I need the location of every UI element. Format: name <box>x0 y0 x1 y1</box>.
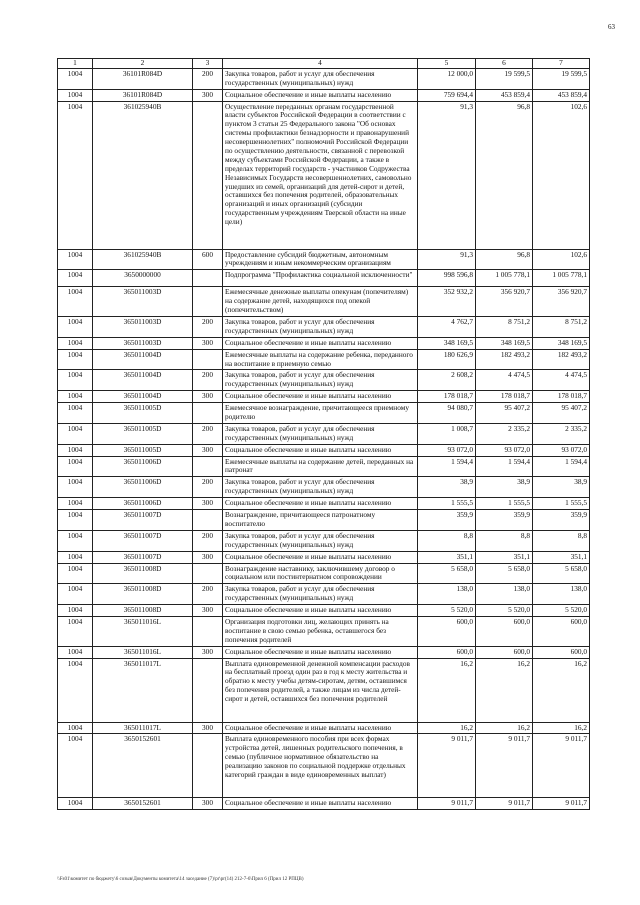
amount-cell-5: 1 555,5 <box>418 498 476 510</box>
target-code-cell: 365011006D <box>93 477 193 498</box>
amount-cell-6: 5 658,0 <box>476 563 533 584</box>
expense-type-cell: 300 <box>193 722 223 734</box>
table-row <box>58 101 590 249</box>
header-cell: 2 <box>93 59 193 69</box>
target-code-cell: 36101R084D <box>93 68 193 89</box>
amount-cell-5: 1 594,4 <box>418 456 476 477</box>
amount-cell-5: 5 658,0 <box>418 563 476 584</box>
amount-cell-7: 5 520,0 <box>533 605 590 617</box>
amount-cell-7: 4 474,5 <box>533 370 590 391</box>
section-cell: 1004 <box>58 68 93 89</box>
expense-type-cell <box>193 563 223 584</box>
table-row <box>58 370 590 391</box>
amount-cell-7: 1 005 778,1 <box>533 270 590 287</box>
amount-cell-7: 9 011,7 <box>533 734 590 798</box>
amount-cell-7: 348 169,5 <box>533 337 590 349</box>
amount-cell-5: 600,0 <box>418 616 476 646</box>
amount-cell-7: 600,0 <box>533 646 590 658</box>
section-cell: 1004 <box>58 477 93 498</box>
expense-type-cell: 300 <box>193 444 223 456</box>
description-cell: Закупка товаров, работ и услуг для обеспечения государственных (муниципальных) нужд <box>223 423 418 444</box>
description-cell: Выплата единовременного пособия при всех формах устройства детей, лишенных родительского попечения, в семью (публичное нормативное обязательство на реализацию законов по социальной поддержке отдельных категорий граждан в виде единовременных выплат) <box>223 734 418 798</box>
amount-cell-6: 178 018,7 <box>476 391 533 403</box>
expense-type-cell: 300 <box>193 646 223 658</box>
amount-cell-7: 359,9 <box>533 510 590 531</box>
description-cell: Осуществление переданных органам государственной власти субъектов Российской Федерации в соответствии с пунктом 3 статьи 25 Федерального закона "Об основах системы профилактики безнадзорности и правонарушений несовершеннолетних" полномочий Российской Федерации по осуществлению деятельности, связанной с перевозкой между субъектами Российской Федерации, а также в пределах территорий государств - участников Содружества Независимых Государств несовершеннолетних, самовольно ушедших из семей, организаций для детей-сирот и детей, оставшихся без попечения родителей, образовательных организаций и иных организаций (субсидии государственным учреждениям Тверской области на иные цели) <box>223 101 418 249</box>
expense-type-cell <box>193 349 223 370</box>
table-row <box>58 563 590 584</box>
amount-cell-6: 96,8 <box>476 101 533 249</box>
target-code-cell: 365011008D <box>93 605 193 617</box>
section-cell: 1004 <box>58 605 93 617</box>
section-cell: 1004 <box>58 584 93 605</box>
section-cell: 1004 <box>58 370 93 391</box>
description-cell: Социальное обеспечение и иные выплаты населению <box>223 605 418 617</box>
header-cell: 6 <box>476 59 533 69</box>
table-row <box>58 584 590 605</box>
amount-cell-5: 8,8 <box>418 530 476 551</box>
expense-type-cell <box>193 403 223 424</box>
description-cell: Ежемесячные выплаты на содержание детей, переданных на патронат <box>223 456 418 477</box>
table-row <box>58 530 590 551</box>
description-cell: Социальное обеспечение и иные выплаты населению <box>223 551 418 563</box>
description-cell: Организация подготовки лиц, желающих принять на воспитание в свою семью ребенка, оставшегося без попечения родителей <box>223 616 418 646</box>
table-row <box>58 510 590 531</box>
header-cell: 7 <box>533 59 590 69</box>
expense-type-cell: 300 <box>193 391 223 403</box>
description-cell: Социальное обеспечение и иные выплаты населению <box>223 337 418 349</box>
section-cell: 1004 <box>58 722 93 734</box>
amount-cell-6: 95 407,2 <box>476 403 533 424</box>
section-cell: 1004 <box>58 249 93 270</box>
amount-cell-7: 351,1 <box>533 551 590 563</box>
amount-cell-7: 102,6 <box>533 249 590 270</box>
section-cell: 1004 <box>58 510 93 531</box>
amount-cell-5: 94 080,7 <box>418 403 476 424</box>
expense-type-cell <box>193 658 223 722</box>
amount-cell-6: 96,8 <box>476 249 533 270</box>
amount-cell-7: 8 751,2 <box>533 317 590 338</box>
target-code-cell: 3650152601 <box>93 734 193 798</box>
amount-cell-5: 352 932,2 <box>418 287 476 317</box>
table-row <box>58 391 590 403</box>
section-cell: 1004 <box>58 101 93 249</box>
target-code-cell: 365011016L <box>93 646 193 658</box>
amount-cell-6: 348 169,5 <box>476 337 533 349</box>
table-row <box>58 551 590 563</box>
amount-cell-7: 16,2 <box>533 658 590 722</box>
amount-cell-6: 93 072,0 <box>476 444 533 456</box>
description-cell: Ежемесячные денежные выплаты опекунам (попечителям) на содержание детей, находящихся под опекой (попечительством) <box>223 287 418 317</box>
amount-cell-7: 182 493,2 <box>533 349 590 370</box>
description-cell: Подпрограмма "Профилактика социальной исключенности" <box>223 270 418 287</box>
target-code-cell: 365011017L <box>93 658 193 722</box>
table-row <box>58 498 590 510</box>
amount-cell-5: 138,0 <box>418 584 476 605</box>
amount-cell-5: 91,3 <box>418 101 476 249</box>
amount-cell-5: 359,9 <box>418 510 476 531</box>
section-cell: 1004 <box>58 456 93 477</box>
section-cell: 1004 <box>58 658 93 722</box>
expense-type-cell: 300 <box>193 605 223 617</box>
amount-cell-7: 1 555,5 <box>533 498 590 510</box>
section-cell: 1004 <box>58 349 93 370</box>
amount-cell-6: 16,2 <box>476 658 533 722</box>
target-code-cell: 365011005D <box>93 444 193 456</box>
description-cell: Вознаграждение, причитающееся патронатному воспитателю <box>223 510 418 531</box>
amount-cell-6: 600,0 <box>476 646 533 658</box>
table-row <box>58 287 590 317</box>
amount-cell-5: 16,2 <box>418 722 476 734</box>
table-row <box>58 646 590 658</box>
table-row <box>58 403 590 424</box>
expense-type-cell: 300 <box>193 551 223 563</box>
expense-type-cell: 300 <box>193 798 223 810</box>
amount-cell-6: 8,8 <box>476 530 533 551</box>
target-code-cell: 361025940В <box>93 249 193 270</box>
target-code-cell: 365011004D <box>93 349 193 370</box>
table-row <box>58 68 590 89</box>
target-code-cell: 365011006D <box>93 456 193 477</box>
expense-type-cell: 200 <box>193 530 223 551</box>
amount-cell-5: 4 762,7 <box>418 317 476 338</box>
amount-cell-6: 19 599,5 <box>476 68 533 89</box>
description-cell: Социальное обеспечение и иные выплаты населению <box>223 798 418 810</box>
section-cell: 1004 <box>58 551 93 563</box>
description-cell: Социальное обеспечение и иные выплаты населению <box>223 722 418 734</box>
amount-cell-6: 8 751,2 <box>476 317 533 338</box>
expense-type-cell: 200 <box>193 370 223 391</box>
section-cell: 1004 <box>58 270 93 287</box>
amount-cell-5: 351,1 <box>418 551 476 563</box>
target-code-cell: 365011007D <box>93 510 193 531</box>
description-cell: Социальное обеспечение и иные выплаты населению <box>223 89 418 101</box>
amount-cell-5: 91,3 <box>418 249 476 270</box>
amount-cell-6: 1 594,4 <box>476 456 533 477</box>
description-cell: Закупка товаров, работ и услуг для обеспечения государственных (муниципальных) нужд <box>223 68 418 89</box>
table-row <box>58 658 590 722</box>
amount-cell-6: 38,9 <box>476 477 533 498</box>
description-cell: Закупка товаров, работ и услуг для обеспечения государственных (муниципальных) нужд <box>223 584 418 605</box>
table-row <box>58 423 590 444</box>
table-row <box>58 249 590 270</box>
amount-cell-5: 2 608,2 <box>418 370 476 391</box>
section-cell: 1004 <box>58 616 93 646</box>
target-code-cell: 365011008D <box>93 584 193 605</box>
header-cell: 1 <box>58 59 93 69</box>
table-row <box>58 270 590 287</box>
amount-cell-7: 5 658,0 <box>533 563 590 584</box>
target-code-cell: 361025940В <box>93 101 193 249</box>
description-cell: Закупка товаров, работ и услуг для обеспечения государственных (муниципальных) нужд <box>223 477 418 498</box>
expense-type-cell <box>193 270 223 287</box>
expense-type-cell: 300 <box>193 89 223 101</box>
table-row <box>58 349 590 370</box>
target-code-cell: 365011007D <box>93 530 193 551</box>
section-cell: 1004 <box>58 798 93 810</box>
target-code-cell: 365011004D <box>93 370 193 391</box>
target-code-cell: 365011003D <box>93 337 193 349</box>
amount-cell-7: 1 594,4 <box>533 456 590 477</box>
header-cell: 5 <box>418 59 476 69</box>
amount-cell-6: 5 520,0 <box>476 605 533 617</box>
amount-cell-7: 178 018,7 <box>533 391 590 403</box>
target-code-cell: 365011003D <box>93 287 193 317</box>
amount-cell-7: 19 599,5 <box>533 68 590 89</box>
target-code-cell: 365011016L <box>93 616 193 646</box>
amount-cell-7: 95 407,2 <box>533 403 590 424</box>
expense-type-cell <box>193 101 223 249</box>
amount-cell-6: 1 555,5 <box>476 498 533 510</box>
expense-type-cell: 200 <box>193 68 223 89</box>
amount-cell-5: 600,0 <box>418 646 476 658</box>
amount-cell-6: 9 011,7 <box>476 734 533 798</box>
table-row <box>58 605 590 617</box>
amount-cell-5: 180 626,9 <box>418 349 476 370</box>
amount-cell-5: 9 011,7 <box>418 734 476 798</box>
description-cell: Предоставление субсидий бюджетным, автономным учреждениям и иным некоммерческим организациям <box>223 249 418 270</box>
header-row <box>58 59 590 69</box>
section-cell: 1004 <box>58 89 93 101</box>
amount-cell-7: 9 011,7 <box>533 798 590 810</box>
budget-table <box>57 58 590 810</box>
description-cell: Закупка товаров, работ и услуг для обеспечения государственных (муниципальных) нужд <box>223 317 418 338</box>
expense-type-cell: 300 <box>193 498 223 510</box>
amount-cell-5: 178 018,7 <box>418 391 476 403</box>
description-cell: Закупка товаров, работ и услуг для обеспечения государственных (муниципальных) нужд <box>223 370 418 391</box>
amount-cell-6: 9 011,7 <box>476 798 533 810</box>
amount-cell-5: 998 596,8 <box>418 270 476 287</box>
description-cell: Социальное обеспечение и иные выплаты населению <box>223 498 418 510</box>
expense-type-cell <box>193 734 223 798</box>
expense-type-cell: 200 <box>193 584 223 605</box>
amount-cell-5: 5 520,0 <box>418 605 476 617</box>
amount-cell-7: 93 072,0 <box>533 444 590 456</box>
section-cell: 1004 <box>58 287 93 317</box>
description-cell: Вознаграждение наставнику, заключившему договор о социальном или постинтернатном сопровождении <box>223 563 418 584</box>
table-row <box>58 798 590 810</box>
amount-cell-5: 93 072,0 <box>418 444 476 456</box>
amount-cell-5: 9 011,7 <box>418 798 476 810</box>
section-cell: 1004 <box>58 498 93 510</box>
target-code-cell: 365011005D <box>93 423 193 444</box>
target-code-cell: 3650000000 <box>93 270 193 287</box>
expense-type-cell <box>193 616 223 646</box>
amount-cell-5: 759 694,4 <box>418 89 476 101</box>
table-row <box>58 444 590 456</box>
description-cell: Закупка товаров, работ и услуг для обеспечения государственных (муниципальных) нужд <box>223 530 418 551</box>
amount-cell-5: 1 008,7 <box>418 423 476 444</box>
amount-cell-7: 600,0 <box>533 616 590 646</box>
target-code-cell: 365011007D <box>93 551 193 563</box>
section-cell: 1004 <box>58 734 93 798</box>
section-cell: 1004 <box>58 444 93 456</box>
page-number: 63 <box>608 23 615 31</box>
target-code-cell: 365011005D <box>93 403 193 424</box>
amount-cell-5: 12 000,0 <box>418 68 476 89</box>
amount-cell-6: 2 335,2 <box>476 423 533 444</box>
table-row <box>58 456 590 477</box>
amount-cell-6: 1 005 778,1 <box>476 270 533 287</box>
amount-cell-6: 16,2 <box>476 722 533 734</box>
section-cell: 1004 <box>58 337 93 349</box>
table-row <box>58 477 590 498</box>
section-cell: 1004 <box>58 391 93 403</box>
expense-type-cell: 300 <box>193 337 223 349</box>
header-cell: 4 <box>223 59 418 69</box>
amount-cell-7: 38,9 <box>533 477 590 498</box>
amount-cell-6: 600,0 <box>476 616 533 646</box>
section-cell: 1004 <box>58 423 93 444</box>
expense-type-cell <box>193 456 223 477</box>
table-row <box>58 722 590 734</box>
amount-cell-6: 138,0 <box>476 584 533 605</box>
amount-cell-7: 102,6 <box>533 101 590 249</box>
expense-type-cell <box>193 287 223 317</box>
section-cell: 1004 <box>58 563 93 584</box>
amount-cell-7: 453 859,4 <box>533 89 590 101</box>
amount-cell-5: 16,2 <box>418 658 476 722</box>
amount-cell-7: 356 920,7 <box>533 287 590 317</box>
amount-cell-5: 348 169,5 <box>418 337 476 349</box>
table-row <box>58 337 590 349</box>
description-cell: Ежемесячные выплаты на содержание ребенка, переданного на воспитание в приемную семью <box>223 349 418 370</box>
section-cell: 1004 <box>58 317 93 338</box>
amount-cell-6: 359,9 <box>476 510 533 531</box>
table-row <box>58 317 590 338</box>
section-cell: 1004 <box>58 403 93 424</box>
expense-type-cell: 200 <box>193 477 223 498</box>
target-code-cell: 365011006D <box>93 498 193 510</box>
amount-cell-6: 453 859,4 <box>476 89 533 101</box>
expense-type-cell: 600 <box>193 249 223 270</box>
amount-cell-7: 138,0 <box>533 584 590 605</box>
target-code-cell: 3650152601 <box>93 798 193 810</box>
section-cell: 1004 <box>58 646 93 658</box>
target-code-cell: 365011004D <box>93 391 193 403</box>
table-row <box>58 89 590 101</box>
expense-type-cell: 200 <box>193 317 223 338</box>
amount-cell-7: 8,8 <box>533 530 590 551</box>
amount-cell-6: 351,1 <box>476 551 533 563</box>
file-path-footer: \\Fs01\комитет по бюджету\6 созыв\Документы комитета\14 заседание (7)\pr\pr(14) 212-7-6\Прил 6 (Прил 12 РПЦВ) <box>57 877 304 882</box>
description-cell: Социальное обеспечение и иные выплаты населению <box>223 391 418 403</box>
description-cell: Ежемесячное вознаграждение, причитающееся приемному родителю <box>223 403 418 424</box>
amount-cell-7: 16,2 <box>533 722 590 734</box>
description-cell: Социальное обеспечение и иные выплаты населению <box>223 646 418 658</box>
target-code-cell: 365011017L <box>93 722 193 734</box>
amount-cell-6: 182 493,2 <box>476 349 533 370</box>
expense-type-cell <box>193 510 223 531</box>
amount-cell-7: 2 335,2 <box>533 423 590 444</box>
table-body <box>58 68 590 809</box>
amount-cell-6: 4 474,5 <box>476 370 533 391</box>
amount-cell-5: 38,9 <box>418 477 476 498</box>
target-code-cell: 365011003D <box>93 317 193 338</box>
header-cell: 3 <box>193 59 223 69</box>
expense-type-cell: 200 <box>193 423 223 444</box>
target-code-cell: 365011008D <box>93 563 193 584</box>
table-row <box>58 616 590 646</box>
description-cell: Социальное обеспечение и иные выплаты населению <box>223 444 418 456</box>
target-code-cell: 36101R084D <box>93 89 193 101</box>
amount-cell-6: 356 920,7 <box>476 287 533 317</box>
table-row <box>58 734 590 798</box>
description-cell: Выплата единовременной денежной компенсации расходов на бесплатный проезд один раз в год к месту жительства и обратно к месту учебы детям-сиротам, детям, оставшимся без попечения родителей, а также лицам из числа детей-сирот и детей, оставшихся без попечения родителей <box>223 658 418 722</box>
section-cell: 1004 <box>58 530 93 551</box>
